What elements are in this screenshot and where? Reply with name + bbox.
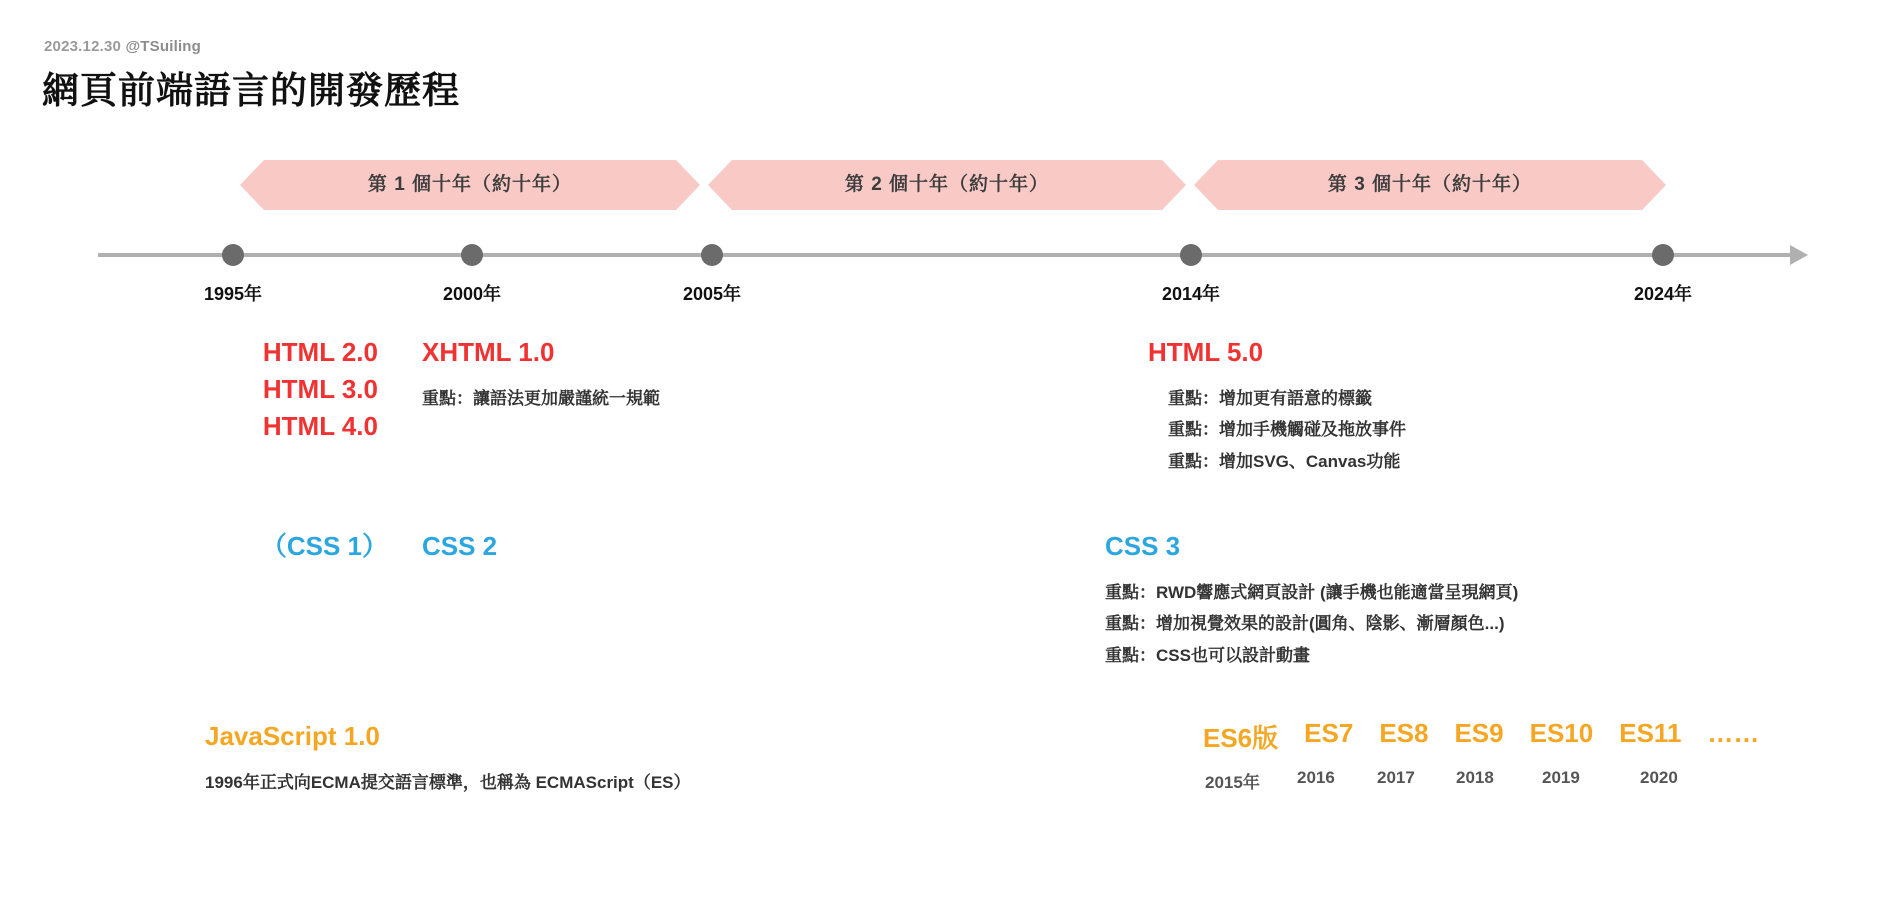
timeline-label-1995: 1995年 (203, 284, 263, 304)
js-group-2000 (205, 718, 691, 798)
timeline-dot-2014 (1180, 244, 1202, 266)
es-year-list (1205, 768, 1678, 793)
byline-date: 2023.12.30 (44, 38, 122, 55)
html-5-0-note-2: 重點：增加手機觸碰及拖放事件 (1168, 420, 1406, 440)
es-version-5: ES11 (1619, 718, 1682, 748)
timeline-label-2000: 2000年 (442, 284, 502, 304)
decade-label-1: 第 1 個十年（約十年） (367, 174, 573, 195)
xhtml-1-0-note-1: 重點：讓語法更加嚴謹統一規範 (422, 388, 660, 408)
es-version-3: ES9 (1454, 718, 1504, 748)
html-group-1995 (100, 334, 378, 445)
html-5-0-note-3: 重點：增加SVG、Canvas功能 (1168, 451, 1401, 471)
css-3-label: CSS 3 (1105, 531, 1181, 561)
timeline-dot-2005 (701, 244, 723, 266)
timeline-dot-1995 (222, 244, 244, 266)
html-5-0-label: HTML 5.0 (1148, 337, 1264, 367)
es-version-4: ES10 (1529, 718, 1594, 748)
timeline-label-2014: 2014年 (1161, 284, 1221, 304)
timeline-dot-2024 (1652, 244, 1674, 266)
css-3-note-1: 重點：RWD響應式網頁設計 (讓手機也能適當呈現網頁) (1105, 582, 1519, 602)
decade-banner-3 (1194, 160, 1666, 210)
css-3-note-2: 重點：增加視覺效果的設計(圓角、陰影、漸層顏色...) (1105, 614, 1505, 634)
css-2-label: CSS 2 (422, 531, 498, 561)
html-3-0-label: HTML 3.0 (262, 373, 378, 404)
es-version-6: …… (1707, 718, 1760, 748)
es-year-1: 2016 (1297, 768, 1335, 787)
es-version-2: ES8 (1379, 718, 1429, 748)
css-group-2014 (1105, 528, 1518, 671)
es-version-0: ES6版 (1203, 723, 1279, 753)
css-1-label: （CSS 1） (260, 531, 388, 561)
decade-banner-1 (240, 160, 700, 210)
es-year-2: 2017 (1377, 768, 1415, 787)
byline (44, 38, 201, 55)
page-title: 網頁前端語言的開發歷程 (42, 70, 460, 111)
html-group-2000 (422, 334, 660, 414)
timeline-axis-arrow-icon (1790, 245, 1808, 265)
timeline-label-2005: 2005年 (682, 284, 742, 304)
javascript-1-0-note: 1996年正式向ECMA提交語言標準，也稱為 ECMAScript（ES） (205, 772, 691, 792)
html-group-2014 (1148, 334, 1406, 477)
css-3-note-3: 重點：CSS也可以設計動畫 (1105, 645, 1310, 665)
es-year-0: 2015年 (1205, 773, 1260, 792)
javascript-1-0-label: JavaScript 1.0 (205, 721, 380, 751)
es-year-5: 2020 (1640, 768, 1678, 787)
byline-handle: @TSuiling (125, 38, 202, 55)
html-5-0-note-1: 重點：增加更有語意的標籤 (1168, 388, 1372, 408)
css-group-1995 (100, 528, 388, 565)
decade-banner-2 (708, 160, 1186, 210)
decade-label-2: 第 2 個十年（約十年） (844, 174, 1050, 195)
timeline-dot-2000 (461, 244, 483, 266)
es-version-list (1203, 718, 1759, 755)
html-2-0-label: HTML 2.0 (262, 337, 378, 367)
xhtml-1-0-label: XHTML 1.0 (422, 337, 555, 367)
es-version-1: ES7 (1304, 718, 1354, 748)
timeline-axis (98, 253, 1798, 257)
es-year-3: 2018 (1456, 768, 1494, 787)
html-4-0-label: HTML 4.0 (262, 410, 378, 441)
es-year-4: 2019 (1542, 768, 1580, 787)
timeline-label-2024: 2024年 (1633, 284, 1693, 304)
css-group-2000 (422, 528, 497, 565)
decade-label-3: 第 3 個十年（約十年） (1327, 174, 1533, 195)
